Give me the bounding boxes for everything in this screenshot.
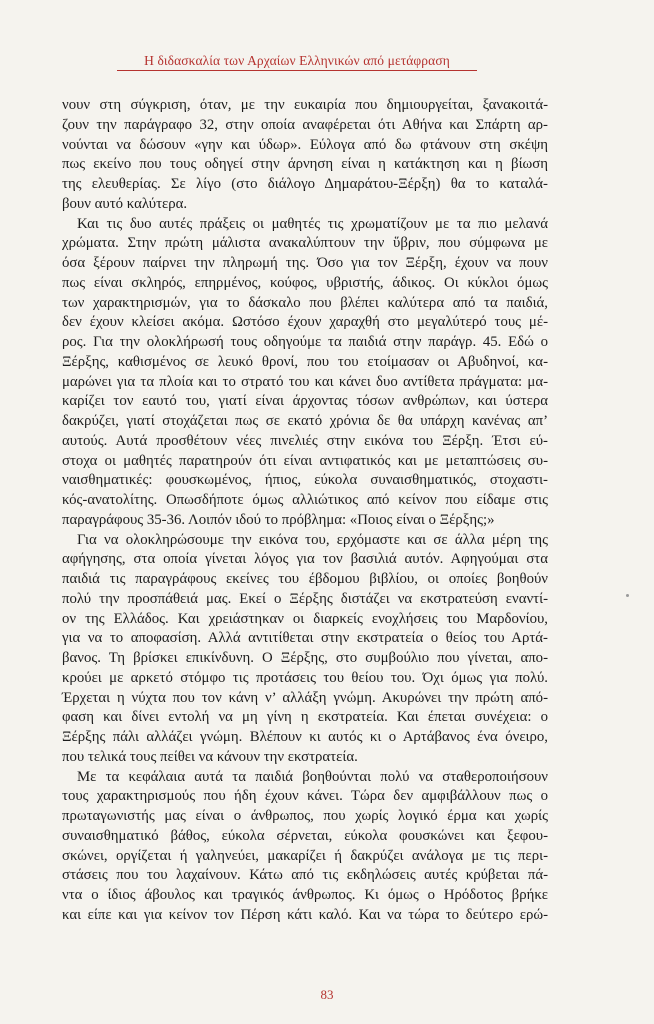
text-line: μαρώνει για τα πλοία και το στρατό του και κάνει δυο αντίθετα πράγματα: μα- (62, 373, 548, 390)
text-line: νουν στη σύγκριση, όταν, με την ευκαιρία που δημιουργείται, ξανακοιτά- (62, 97, 548, 113)
text-line: χρώματα. Στην πρώτη μάλιστα ανακαλύπτουν την ὕβριν, που σύμφωνα με (62, 235, 548, 252)
text-line: Και τις δυο αυτές πράξεις οι μαθητές τις χρωματίζουν με τα πιο μελανά (77, 215, 548, 232)
text-line: και είπε και για κείνον τον Πέρση κάτι καλό. Και να τώρα το δεύτερο ερώ- (62, 906, 548, 923)
text-line: όσα ξέρουν παίρνει την πληρωμή της. Όσο για τον Ξέρξη, έχουν να πουν (62, 255, 548, 271)
text-line: βουν αυτό καλύτερα. (62, 195, 188, 212)
text-line: δακρύζει, γιατί στοχάζεται πως σε εκατό χρόνια δε θα υπάρχη κανένας απ’ (62, 413, 548, 429)
text-line: Με τα κεφάλαια αυτά τα παιδιά βοηθούνται πολύ να σταθεροποιήσουν (77, 768, 548, 785)
text-line: στάσεις που του λαχαίνουν. Κάτω από τις εκδηλώσεις αυτές κρύβεται πά- (62, 867, 548, 884)
text-line: των χαρακτηρισμών, για το δάσκαλο που βλέπει καλύτερα από τα παιδιά, (62, 294, 548, 311)
text-line: αυτούς. Αυτά προσθέτουν νέες πινελιές στην εικόνα του Ξέρξη. Έτσι εύ- (62, 432, 548, 449)
text-line: παιδιά τις παραγράφους εκείνες του έβδομου βιβλίου, οι οποίες βοηθούν (62, 571, 548, 587)
text-line: δεν έχουν κλείσει ακόμα. Ωστόσο έχουν χαραχθή στο μεγαλύτερό τους μέ- (62, 314, 548, 331)
text-line: αφήγησης, στα οποία γίνεται λόγος για τον βασιλιά αυτόν. Αφηγούμαι στα (62, 551, 548, 568)
text-line: συναισθηματικό βάθος, εύκολα σέρνεται, εύκολα φουσκώνει και ξεφου- (62, 827, 548, 844)
text-line: σκώνει, οργίζεται ή γαληνεύει, μακαρίζει ή δακρύζει ανάλογα με τις περι- (62, 847, 548, 864)
text-line: πρωταγωνιστής μας είναι ο άνθρωπος, που χωρίς λογικό έρμα και χωρίς (62, 808, 548, 824)
text-line: Για να ολοκληρώσουμε την εικόνα του, ερχόμαστε και σε άλλα μέρη της (77, 531, 548, 548)
text-line: τους χαρακτηρισμούς που ήδη έχουν κάνει. Τώρα δεν αμφιβάλλουν πως ο (62, 788, 548, 805)
body-text (62, 96, 548, 926)
text-line: πως είναι σκληρός, επηρμένος, κούφος, υβριστής, άδικος. Οι κύκλοι όμως (62, 274, 548, 291)
text-line: παραγράφους 35-36. Λοιπόν ιδού το πρόβλημα: «Ποιος είναι ο Ξέρξης;» (62, 511, 495, 528)
text-line: της ελευθερίας. Σε λίγο (στο διάλογο Δημαράτου-Ξέρξη) θα το καταλά- (62, 176, 548, 192)
header-rule (117, 70, 477, 71)
text-line: στοχα οι μαθητές παρατηρούν ότι είναι αντιφατικός και με μεταπτώσεις συ- (62, 452, 548, 469)
text-line: πως εκείνο που τους οδηγεί στην άρνηση είναι η κατάκτηση και η βίωση (62, 156, 548, 173)
text-line: νούνται να δώσουν «γην και ύδωρ». Εύλογα από δω φτάνουν στη σκέψη (62, 136, 548, 153)
page-number: 83 (320, 987, 334, 1002)
text-line: κός-ανατολίτης. Οπωσδήποτε όμως αλλιώτικος από κείνον που είδαμε στις (62, 492, 548, 508)
text-line: φαση και δίνει εντολή να μη γίνη η εκστρατεία. Και έπεται συνέχεια: ο (62, 709, 548, 726)
text-line: ον της Ελλάδος. Και χρειάστηκαν οι διαρκείς ενοχλήσεις του Μαρδονίου, (62, 610, 548, 627)
text-line: Έρχεται η νύχτα που τον κάνη ν’ αλλάξη γνώμη. Ακυρώνει την πρώτη από- (62, 689, 548, 706)
text-line: Ξέρξης, καθισμένος σε λευκό θρονί, που του ετοίμασαν οι Αβυδηνοί, κα- (62, 353, 548, 370)
margin-mark (626, 594, 629, 597)
text-line: βανος. Τη βρίσκει επικίνδυνη. Ο Ξέρξης, στο συμβούλιο που γίνεται, απο- (62, 650, 548, 666)
text-line: ναισθηματικές: φουσκωμένος, ήπιος, εύκολα συναισθηματικός, στοχαστι- (62, 472, 548, 489)
text-line: κρούει με αρκετό στόμφο τις προτάσεις του θείου του. Όχι όμως για πολύ. (62, 669, 548, 686)
text-line: ρος. Για την ολοκλήρωσή τους οδηγούμε τα παιδιά στην παράγρ. 45. Εδώ ο (62, 334, 548, 350)
text-line: ντα ο ίδιος άβουλος και τραγικός άνθρωπος. Κι όμως ο Ηρόδοτος βρήκε (62, 887, 548, 903)
text-line: Ξέρξης πάλι αλλάζει γνώμη. Βλέπουν κι αυτός κι ο Αρτάβανος ένα όνειρο, (62, 729, 548, 745)
text-line: καρίζει τον εαυτό του, γιατί είναι άρχοντας τόσων ανθρώπων, και ύστερα (62, 393, 548, 410)
text-line: ζουν την παράγραφο 32, στην οποία αναφέρεται ότι Αθήνα και Σπάρτη αρ- (62, 116, 548, 133)
text-line: που τελικά τους πείθει να κάνουν την εκστρατεία. (62, 748, 358, 765)
running-title: Η διδασκαλία των Αρχαίων Ελληνικών από μετάφραση (144, 53, 450, 68)
text-line: για να το αποφασίση. Αλλά αντιτίθεται στην εκστρατεία ο θείος του Αρτά- (62, 630, 548, 647)
text-line: πολύ την προσπάθειά μας. Εκεί ο Ξέρξης διστάζει να εκστρατεύση εναντί- (62, 590, 548, 607)
